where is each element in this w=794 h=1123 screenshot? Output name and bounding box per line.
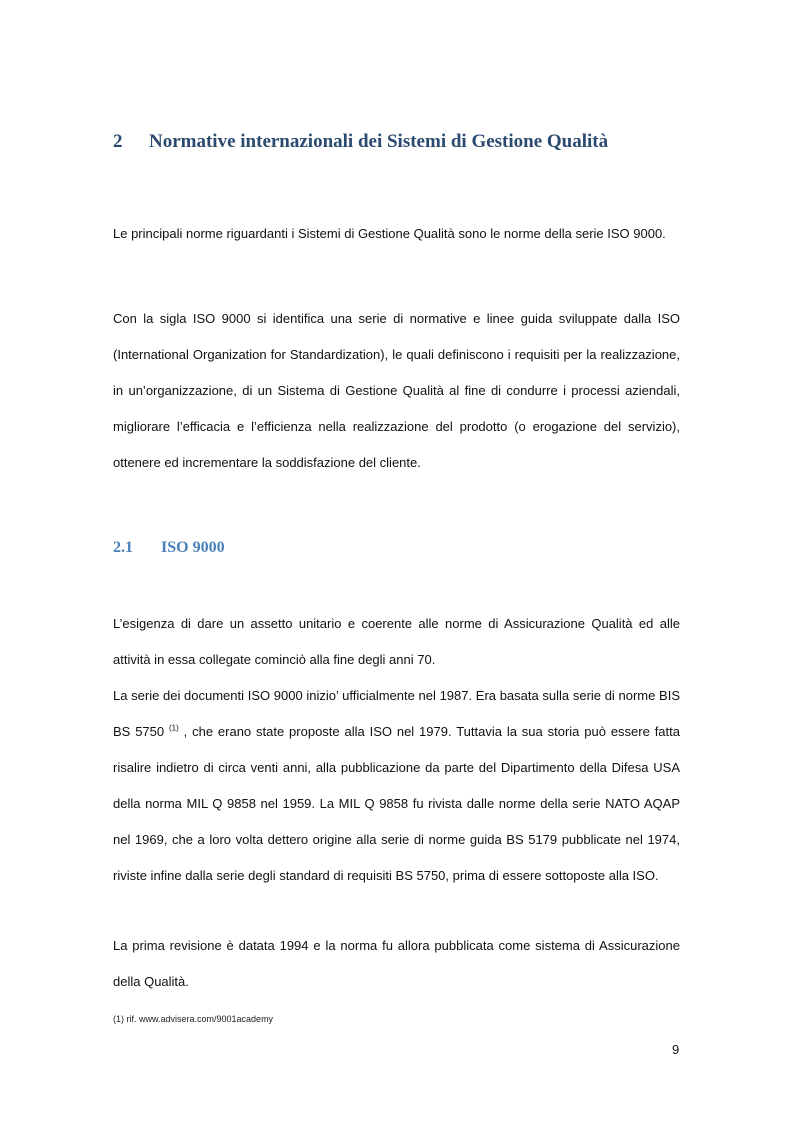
paragraph-history: [113, 678, 680, 894]
paragraph-history-part1: La serie dei documenti ISO 9000 inizio’ ufficialmente nel 1987. Era basata sulla serie di norme BIS BS 5750: [113, 688, 680, 739]
section-number: 2: [113, 131, 123, 152]
paragraph-history-intro: L’esigenza di dare un assetto unitario e coerente alle norme di Assicurazione Qualità ed alle attività in essa collegate cominciò alla fine degli anni 70.: [113, 616, 680, 667]
paragraph-iso-definition: Con la sigla ISO 9000 si identifica una serie di normative e linee guida sviluppate dalla ISO (International Organization for Standardization), le quali definiscono i requisiti per la realizzazione, in un’organizzazione, di un Sistema di Gestione Qualità al fine di condurre i processi aziendali, migliorare l’efficacia e l’efficienza nella realizzazione del prodotto (o erogazione del servizio), ottenere ed incrementare la soddisfazione del cliente.: [113, 311, 680, 470]
footnote-reference: (1): [168, 723, 179, 733]
section-title: Normative internazionali dei Sistemi di Gestione Qualità: [149, 131, 609, 152]
subsection-number: 2.1: [113, 539, 133, 556]
subsection-heading: [113, 539, 225, 557]
paragraph-revision: La prima revisione è datata 1994 e la norma fu allora pubblicata come sistema di Assicurazione della Qualità.: [113, 938, 680, 989]
paragraph-intro: Le principali norme riguardanti i Sistemi di Gestione Qualità sono le norme della serie ISO 9000.: [113, 226, 666, 241]
footnote: (1) rif. www.advisera.com/9001academy: [113, 1014, 274, 1024]
paragraph-history-part2: , che erano state proposte alla ISO nel 1979. Tuttavia la sua storia può essere fatta risalire indietro di circa venti anni, alla pubblicazione da parte del Dipartimento della Difesa USA della norma MIL Q 9858 nel 1959. La MIL Q 9858 fu rivista dalle norme della serie NATO AQAP nel 1969, che a loro volta dettero origine alla serie di norme guida BS 5179 pubblicate nel 1974, riviste infine dalla serie degli standard di requisiti BS 5750, prima di essere sottoposte alla ISO.: [113, 724, 680, 883]
page-number: 9: [672, 1042, 680, 1057]
subsection-title: ISO 9000: [161, 539, 225, 556]
section-heading: [113, 131, 608, 153]
